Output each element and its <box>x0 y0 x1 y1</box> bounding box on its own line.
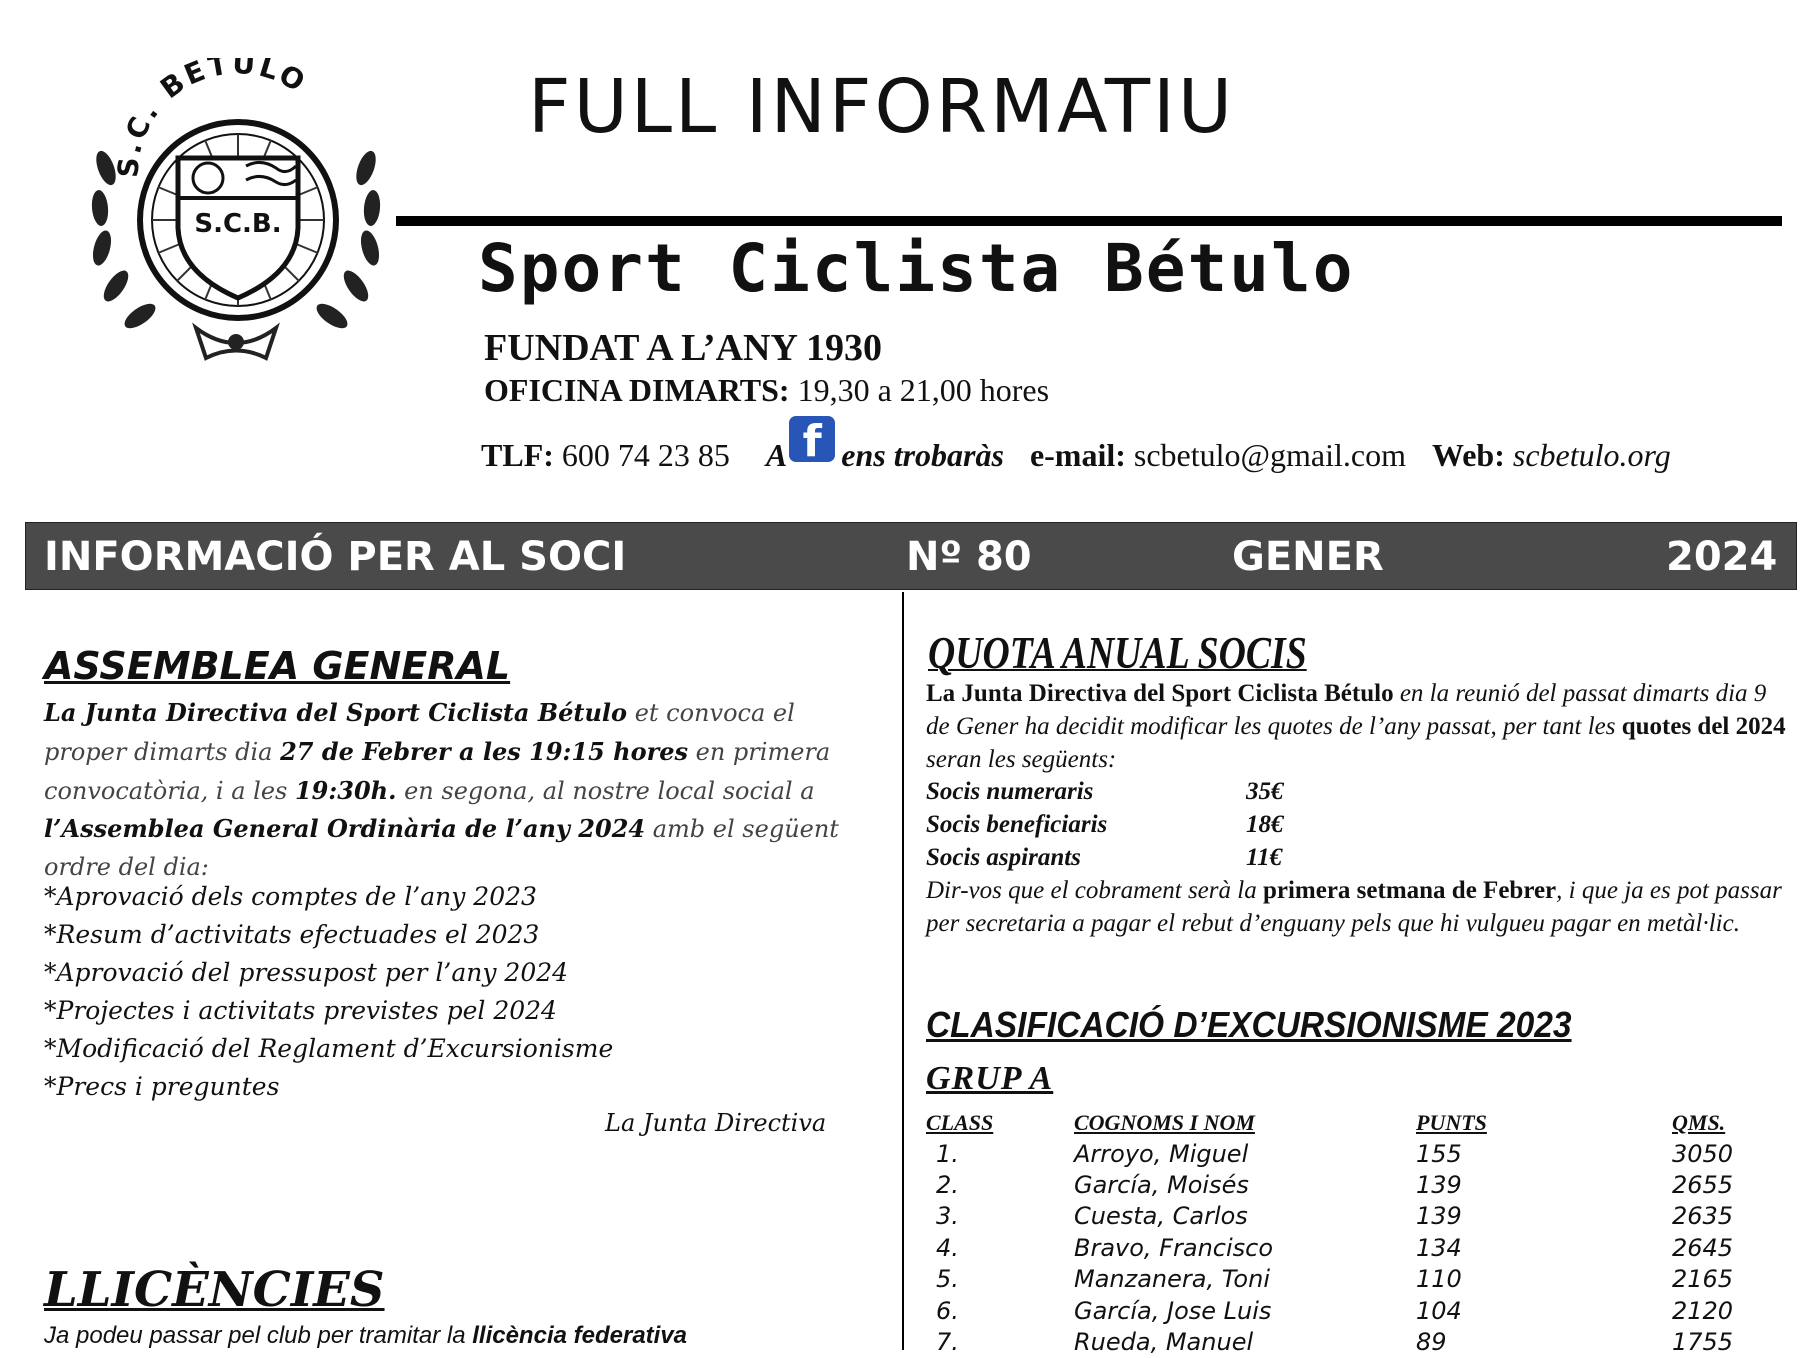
name-cell: Arroyo, Miguel <box>1074 1139 1249 1168</box>
llicencies-title: LLICÈNCIES <box>44 1262 385 1318</box>
assemblea-text-part: en primera convocatòria, i a les <box>44 737 831 805</box>
agenda-item: *Modificació del Reglament d’Excursionisme <box>44 1034 614 1063</box>
office-label: OFICINA DIMARTS: <box>484 372 790 408</box>
agenda-item: *Projectes i activitats previstes pel 2024 <box>44 996 557 1025</box>
points-cell: 104 <box>1416 1296 1462 1325</box>
fee-name: Socis numeraris <box>926 778 1094 806</box>
table-row <box>926 1326 1786 1357</box>
km-cell: 2635 <box>1672 1202 1734 1231</box>
name-cell: García, Moisés <box>1074 1171 1249 1200</box>
phone-number: 600 74 23 85 <box>561 437 730 473</box>
facebook-suffix: ens trobaràs <box>841 437 1004 473</box>
points-cell: 110 <box>1416 1265 1462 1294</box>
name-cell: García, Jose Luis <box>1074 1296 1272 1325</box>
quota-title: QUOTA ANUAL SOCIS <box>928 627 1307 678</box>
column-header: PUNTS <box>1416 1110 1487 1135</box>
fee-amount: 11€ <box>1246 843 1283 871</box>
logo-shield-text: S.C.B. <box>194 209 282 239</box>
agenda-item: *Resum d’activitats efectuades el 2023 <box>44 920 540 949</box>
assemblea-name: l’Assemblea General Ordinària de l’any 2024 <box>44 814 646 844</box>
assemblea-second-time: 19:30h. <box>294 775 397 805</box>
table-row <box>926 1232 1786 1263</box>
banner-year: 2024 <box>1666 534 1778 580</box>
table-header <box>926 1108 1786 1138</box>
fee-amount: 35€ <box>1246 778 1284 806</box>
quota-year: quotes del 2024 <box>1621 712 1786 740</box>
club-logo <box>86 58 386 378</box>
table-row <box>926 1201 1786 1232</box>
km-cell: 2120 <box>1672 1296 1734 1325</box>
fee-row <box>926 842 1786 875</box>
table-row <box>926 1264 1786 1295</box>
llicencies-text-part: Ja podeu passar pel club per tramitar la <box>44 1322 473 1349</box>
column-header: QMS. <box>1672 1110 1726 1135</box>
office-hours-line <box>484 372 1049 409</box>
table-row <box>926 1169 1786 1200</box>
facebook-icon[interactable]: f <box>789 416 835 462</box>
assemblea-title: ASSEMBLEA GENERAL <box>44 644 511 688</box>
banner-issue-number: Nº 80 <box>906 534 1032 580</box>
phone-label: TLF: <box>481 437 554 473</box>
agenda-item: *Aprovació dels comptes de l’any 2023 <box>44 882 537 911</box>
km-cell: 2165 <box>1672 1265 1734 1294</box>
points-cell: 89 <box>1416 1328 1447 1357</box>
llicencies-emphasis: llicència federativa <box>472 1322 688 1349</box>
km-cell: 2655 <box>1672 1171 1734 1200</box>
points-cell: 155 <box>1416 1139 1462 1168</box>
assemblea-signature: La Junta Directiva <box>605 1109 827 1137</box>
quota-payment-week: primera setmana de Febrer <box>1262 876 1557 904</box>
rank-cell: 2. <box>936 1171 959 1200</box>
points-cell: 139 <box>1416 1202 1462 1231</box>
assemblea-text-part: et convoca el proper dimarts dia <box>44 699 795 766</box>
ranking-table <box>926 1108 1786 1358</box>
banner-month: GENER <box>1232 534 1384 580</box>
rank-cell: 5. <box>936 1265 959 1294</box>
assemblea-text <box>44 694 844 887</box>
classificacio-title: CLASIFICACIÓ D’EXCURSIONISME 2023 <box>926 1004 1572 1045</box>
facebook-prefix: A <box>765 437 788 473</box>
rank-cell: 1. <box>936 1139 959 1168</box>
name-cell: Rueda, Manuel <box>1074 1328 1254 1357</box>
newsletter-title: FULL INFORMATIU <box>528 64 1236 150</box>
email-label: e-mail: <box>1029 437 1126 473</box>
column-header: COGNOMS I NOM <box>1074 1110 1255 1135</box>
name-cell: Bravo, Francisco <box>1074 1233 1274 1262</box>
quota-text <box>926 678 1786 940</box>
column-header: CLASS <box>926 1110 994 1135</box>
table-row <box>926 1295 1786 1326</box>
points-cell: 134 <box>1416 1233 1462 1262</box>
quota-org: La Junta Directiva del Sport Ciclista Bétulo <box>926 680 1394 707</box>
quota-intro <box>926 678 1786 776</box>
rank-cell: 4. <box>936 1233 959 1262</box>
assemblea-text-part: en segona, al nostre local social a <box>396 776 815 805</box>
name-cell: Cuesta, Carlos <box>1074 1202 1248 1231</box>
quota-text-part: Dir-vos que el cobrament serà la <box>926 876 1263 904</box>
club-name: Sport Ciclista Bétulo <box>478 230 1355 307</box>
office-hours: 19,30 a 21,00 hores <box>797 372 1050 408</box>
llicencies-text <box>44 1322 687 1350</box>
email-link[interactable]: scbetulo@gmail.com <box>1133 437 1406 473</box>
rank-cell: 7. <box>936 1328 959 1357</box>
quota-text-part: en la reunió del passat dimarts dia 9 de Gener ha decidit modificar les quotes de l’any passat, per tant les <box>926 680 1767 740</box>
assemblea-org: La Junta Directiva del Sport Ciclista Bétulo <box>44 698 628 727</box>
points-cell: 139 <box>1416 1171 1462 1200</box>
km-cell: 2645 <box>1672 1233 1734 1262</box>
fee-row <box>926 809 1786 842</box>
agenda-item: *Precs i preguntes <box>44 1072 280 1101</box>
fee-amount: 18€ <box>1246 811 1284 839</box>
web-link[interactable]: scbetulo.org <box>1512 437 1671 473</box>
quota-note <box>926 875 1786 941</box>
issue-banner <box>25 522 1797 590</box>
table-row <box>926 1138 1786 1169</box>
quota-text-part: , i que ja es pot passar per secretaria a pagar el rebut d’enguany pels que hi vulgueu pagar en metàl·lic. <box>926 876 1782 937</box>
header-rule <box>396 216 1782 226</box>
logo-ring-text: S.C. BETULO <box>111 58 314 179</box>
fee-name: Socis aspirants <box>926 843 1081 871</box>
rank-cell: 3. <box>936 1202 959 1231</box>
founded-line: FUNDAT A L’ANY 1930 <box>484 327 882 369</box>
assemblea-date: 27 de Febrer a les 19:15 hores <box>280 736 689 766</box>
quota-text-part: seran les següents: <box>926 745 1117 773</box>
column-divider <box>902 592 904 1350</box>
assemblea-text-part: amb el següent ordre del dia: <box>44 815 839 882</box>
group-title: GRUP A <box>926 1060 1054 1097</box>
km-cell: 3050 <box>1672 1139 1734 1168</box>
name-cell: Manzanera, Toni <box>1074 1265 1270 1294</box>
fee-row <box>926 776 1786 809</box>
banner-section: INFORMACIÓ PER AL SOCI <box>44 534 627 580</box>
rank-cell: 6. <box>936 1296 959 1325</box>
agenda-item: *Aprovació del pressupost per l’any 2024 <box>44 958 569 987</box>
fee-name: Socis beneficiaris <box>926 811 1108 839</box>
web-label: Web: <box>1431 437 1505 473</box>
km-cell: 1755 <box>1672 1328 1734 1357</box>
contact-line <box>481 416 1671 474</box>
